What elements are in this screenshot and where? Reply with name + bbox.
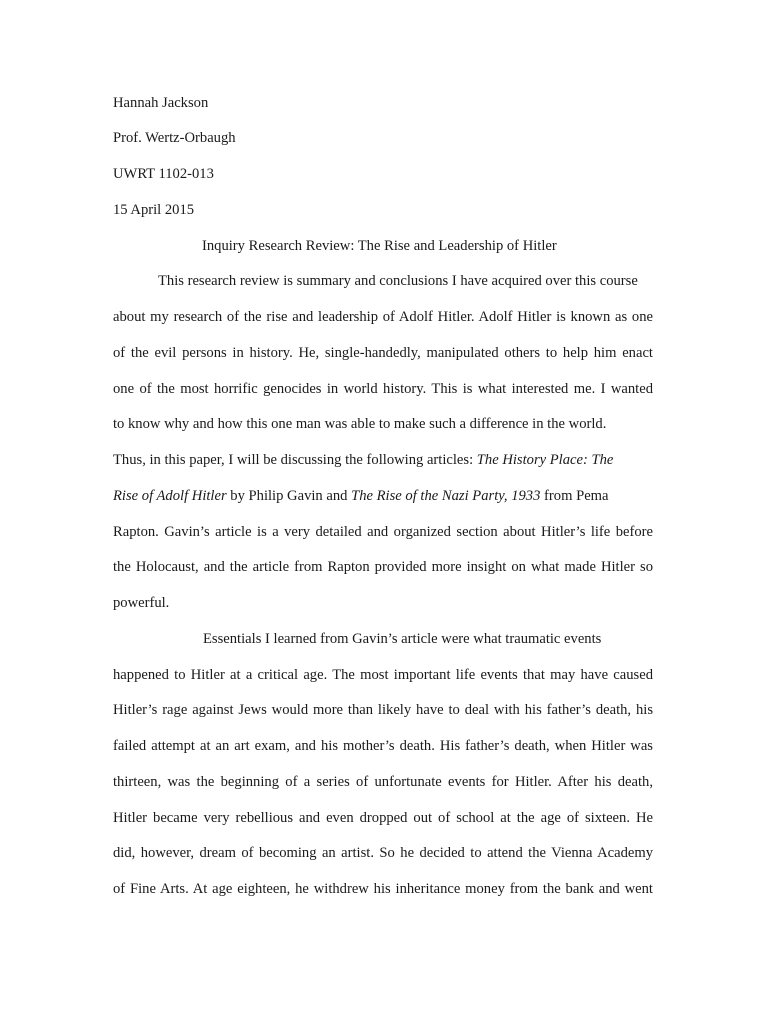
- course-code: UWRT 1102-013: [113, 166, 214, 182]
- article-title-1: The History Place: The: [476, 452, 614, 468]
- paragraph2-line: Hitler became very rebellious and even dropped out of school at the age of sixteen. He: [113, 810, 653, 826]
- professor-name: Prof. Wertz-Orbaugh: [113, 130, 236, 146]
- paragraph1-line: [113, 487, 609, 505]
- author-name: Hannah Jackson: [113, 95, 209, 111]
- paragraph1-line: of the evil persons in history. He, single-handedly, manipulated others to help him enact: [113, 345, 653, 361]
- article-title-1-cont: Rise of Adolf Hitler: [113, 488, 227, 504]
- paragraph1-line: one of the most horrific genocides in world history. This is what interested me. I wanted: [113, 381, 653, 397]
- paragraph1-text: by Philip Gavin and: [226, 488, 352, 504]
- paragraph2-line: of Fine Arts. At age eighteen, he withdrew his inheritance money from the bank and went: [113, 881, 653, 897]
- paragraph1-line: powerful.: [113, 595, 170, 611]
- paragraph2-line: failed attempt at an art exam, and his mother’s death. His father’s death, when Hitler was: [113, 738, 653, 754]
- paragraph1-line: [113, 451, 613, 469]
- paper-title: Inquiry Research Review: The Rise and Leadership of Hitler: [202, 238, 557, 254]
- paragraph2-line: thirteen, was the beginning of a series of unfortunate events for Hitler. After his death,: [113, 774, 653, 790]
- paragraph1-text: from Pema: [540, 488, 609, 504]
- paragraph1-line: to know why and how this one man was able to make such a difference in the world.: [113, 416, 607, 432]
- paragraph1-line: about my research of the rise and leadership of Adolf Hitler. Adolf Hitler is known as one: [113, 309, 653, 325]
- paragraph1-text: Thus, in this paper, I will be discussing the following articles:: [113, 452, 477, 468]
- paragraph2-line: Hitler’s rage against Jews would more than likely have to deal with his father’s death, his: [113, 702, 653, 718]
- paper-date: 15 April 2015: [113, 202, 195, 218]
- paragraph2-line: did, however, dream of becoming an artist. So he decided to attend the Vienna Academy: [113, 845, 653, 861]
- paragraph1-line: This research review is summary and conclusions I have acquired over this course: [158, 273, 638, 289]
- article-title-2: The Rise of the Nazi Party, 1933: [351, 488, 541, 504]
- paragraph1-line: the Holocaust, and the article from Rapton provided more insight on what made Hitler so: [113, 559, 653, 575]
- paragraph1-line: Rapton. Gavin’s article is a very detailed and organized section about Hitler’s life before: [113, 524, 653, 540]
- paragraph2-line: Essentials I learned from Gavin’s article were what traumatic events: [203, 631, 602, 647]
- paragraph2-line: happened to Hitler at a critical age. The most important life events that may have caused: [113, 667, 653, 683]
